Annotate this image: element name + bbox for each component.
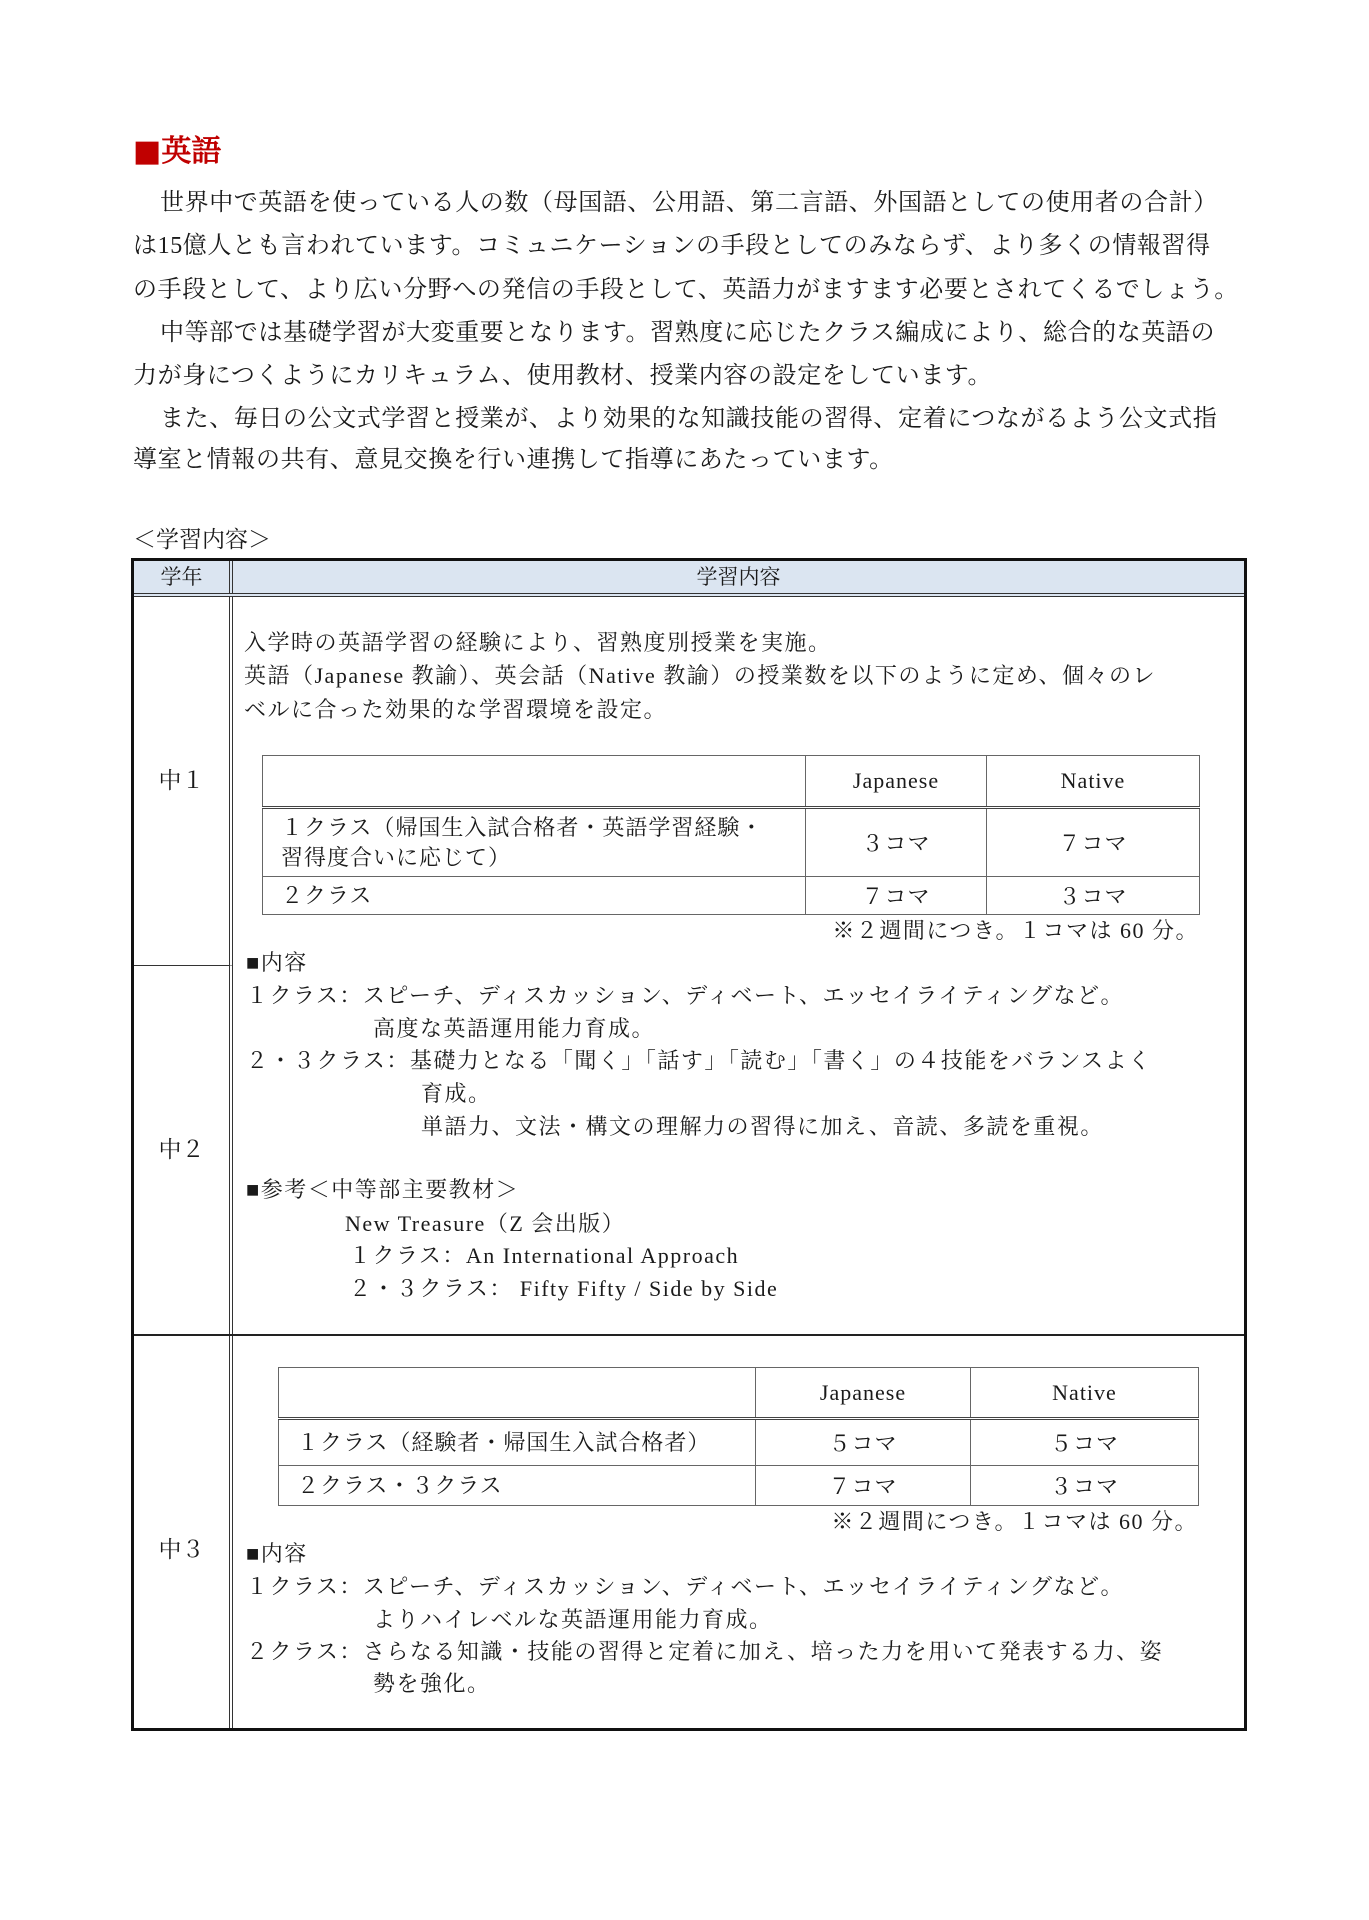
hours-table-grade-3	[278, 1367, 1199, 1506]
content-line: ２クラス：さらなる知識・技能の習得と定着に加え、培った力を用いて発表する力、姿	[246, 1639, 1164, 1664]
reference-line: ２・３クラス： Fifty Fifty / Side by Side	[349, 1276, 779, 1301]
intro-paragraph-1-line-3: の手段として、より広い分野への発信の手段として、英語力がますます必要とされてくるでしょう。	[133, 277, 1239, 303]
reference-line: New Treasure（Z 会出版）	[345, 1211, 626, 1236]
grade-label-1: 中１	[158, 768, 205, 793]
class-name-cell	[263, 808, 806, 877]
grade-cell-3	[134, 1336, 233, 1728]
japanese-hours: ５コマ	[756, 1419, 971, 1466]
native-hours: ５コマ	[971, 1419, 1199, 1466]
hours-note: ※２週間につき。１コマは 60 分。	[831, 1509, 1198, 1534]
content-line: 勢を強化。	[373, 1671, 491, 1696]
class-name-line: 習得度合いに応じて）	[281, 844, 512, 870]
hours-header-row	[279, 1368, 1199, 1419]
intro-line: 入学時の英語学習の経験により、習熟度別授業を実施。	[244, 630, 832, 655]
japanese-hours: ３コマ	[806, 808, 987, 877]
class-name-line: ２クラス・３クラス	[297, 1472, 503, 1498]
table-row	[279, 1419, 1199, 1466]
hours-header-row	[263, 756, 1200, 808]
hours-header-native: Native	[971, 1368, 1199, 1419]
grade-cell-2	[134, 966, 233, 1334]
content-line: １クラス：スピーチ、ディスカッション、ディベート、エッセイライティングなど。	[246, 1574, 1125, 1599]
class-name-cell	[263, 877, 806, 915]
class-name-cell	[279, 1419, 756, 1466]
intro-line: 英語（Japanese 教諭）、英会話（Native 教諭）の授業数を以下のように定め、個々のレ	[244, 663, 1156, 688]
table-row	[263, 877, 1200, 915]
grade-label-3: 中３	[158, 1537, 205, 1562]
hours-header-blank	[263, 756, 806, 808]
content-line: 高度な英語運用能力育成。	[373, 1016, 656, 1041]
content-line: ２・３クラス：基礎力となる「聞く」「話す」「読む」「書く」の４技能をバランスよく	[246, 1048, 1152, 1073]
native-hours: ３コマ	[987, 877, 1200, 915]
section-heading: ＜学習内容＞	[133, 527, 271, 553]
hours-header-blank	[279, 1368, 756, 1419]
class-name-line: １クラス（帰国生入試合格者・英語学習経験・	[281, 814, 764, 840]
class-name-line: ２クラス	[281, 882, 373, 908]
native-hours: ７コマ	[987, 808, 1200, 877]
intro-paragraph-3-line-2: 導室と情報の共有、意見交換を行い連携して指導にあたっています。	[133, 447, 894, 473]
content-line: よりハイレベルな英語運用能力育成。	[373, 1607, 773, 1632]
class-name-line: １クラス（経験者・帰国生入試合格者）	[297, 1429, 711, 1455]
content-line: １クラス：スピーチ、ディスカッション、ディベート、エッセイライティングなど。	[246, 983, 1125, 1008]
hours-table-grades-1-2	[262, 755, 1200, 915]
intro-line: ベルに合った効果的な学習環境を設定。	[244, 697, 668, 722]
intro-paragraph-1-line-1: 世界中で英語を使っている人の数（母国語、公用語、第二言語、外国語としての使用者の合計）	[160, 190, 1218, 216]
curriculum-table	[131, 558, 1247, 1731]
intro-paragraph-2-line-2: 力が身につくようにカリキュラム、使用教材、授業内容の設定をしています。	[133, 363, 993, 389]
grade-cell-1	[134, 597, 233, 966]
content-line: 単語力、文法・構文の理解力の習得に加え、音読、多読を重視。	[421, 1114, 1104, 1139]
content-heading: ■内容	[246, 950, 308, 975]
hours-header-native: Native	[987, 756, 1200, 808]
table-header-row	[134, 561, 1244, 597]
intro-paragraph-1-line-2: は15億人とも言われています。コミュニケーションの手段としてのみならず、より多くの情報習得	[133, 233, 1211, 259]
header-grade: 学年	[134, 561, 233, 593]
table-row	[263, 808, 1200, 877]
table-row	[279, 1466, 1199, 1506]
content-cell-grades-1-2	[233, 597, 1244, 1334]
content-heading: ■内容	[246, 1541, 308, 1566]
grade-label-2: 中２	[158, 1137, 205, 1162]
content-cell-grade-3	[233, 1336, 1244, 1728]
page-title: ■英語	[133, 134, 222, 169]
native-hours: ３コマ	[971, 1466, 1199, 1506]
header-content: 学習内容	[696, 565, 781, 589]
japanese-hours: ７コマ	[756, 1466, 971, 1506]
intro-paragraph-3-line-1: また、毎日の公文式学習と授業が、より効果的な知識技能の習得、定着につながるよう公文式指	[160, 406, 1218, 432]
japanese-hours: ７コマ	[806, 877, 987, 915]
content-line: 育成。	[421, 1081, 492, 1106]
reference-line: １クラス：An International Approach	[349, 1243, 740, 1268]
hours-note: ※２週間につき。１コマは 60 分。	[832, 918, 1199, 943]
intro-paragraph-2-line-1: 中等部では基礎学習が大変重要となります。習熟度に応じたクラス編成により、総合的な英語の	[160, 320, 1216, 346]
class-name-cell	[279, 1466, 756, 1506]
reference-heading: ■参考＜中等部主要教材＞	[246, 1177, 520, 1202]
hours-header-japanese: Japanese	[756, 1368, 971, 1419]
hours-header-japanese: Japanese	[806, 756, 987, 808]
